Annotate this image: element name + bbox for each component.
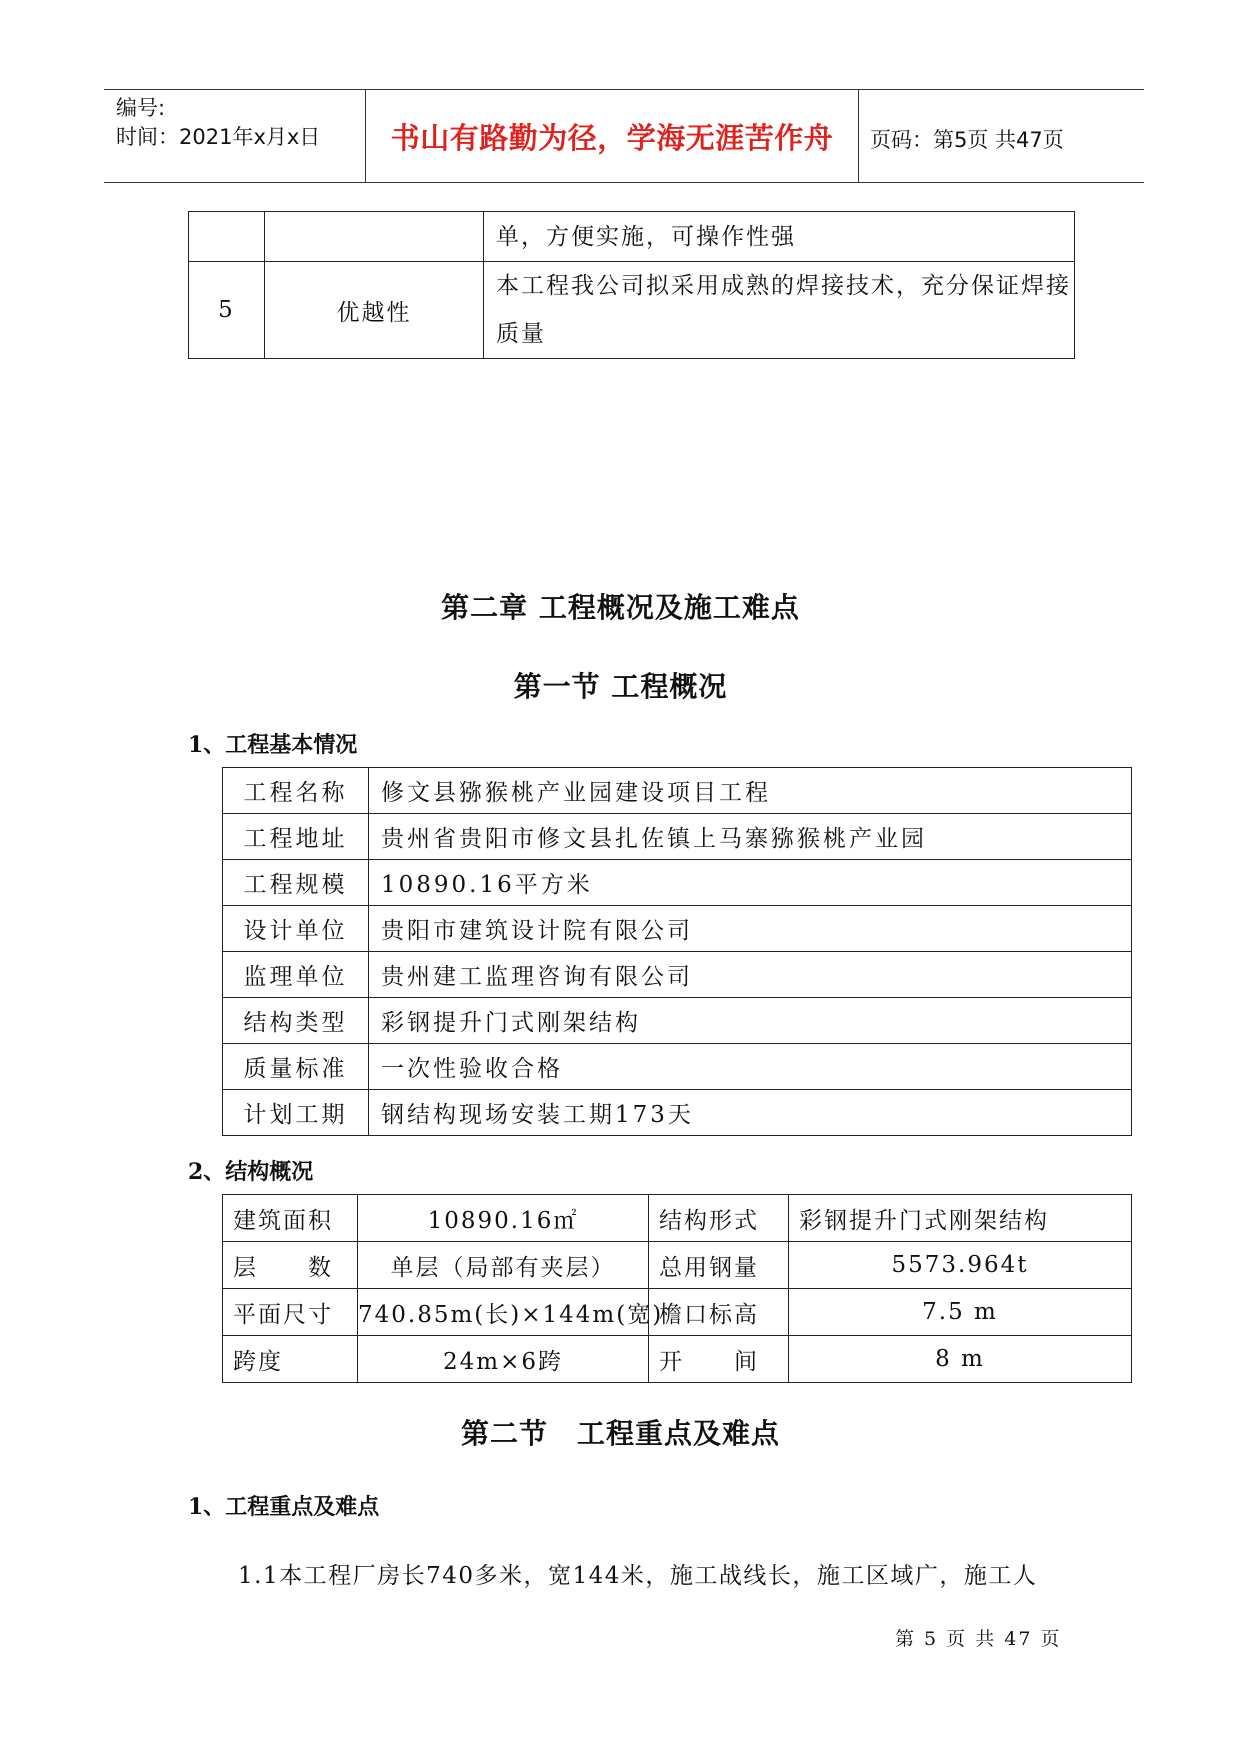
header-motto: 书山有路勤为径，学海无涯苦作舟: [390, 121, 834, 155]
header-time-label: 时间：2021年x月x日: [116, 125, 321, 149]
table-cell: 建筑面积: [223, 1195, 358, 1242]
table-cell-value: 一次性验收合格: [369, 1044, 1132, 1090]
table-cell-key: 工程名称: [223, 768, 369, 814]
header-number-label: 编号:: [116, 96, 166, 120]
basic-info-table: [222, 767, 1132, 1136]
table-row: [223, 1090, 1132, 1136]
structure-table: [222, 1194, 1132, 1383]
table-cell-desc: 单，方便实施，可操作性强: [484, 212, 1075, 262]
table-row: [223, 1336, 1132, 1383]
chapter-title: 第二章 工程概况及施工难点: [441, 591, 800, 624]
table-cell: 7.5 m: [789, 1289, 1132, 1336]
table-cell-key: 结构类型: [223, 998, 369, 1044]
table-cell-value: 修文县猕猴桃产业园建设项目工程: [369, 768, 1132, 814]
table-row: [223, 814, 1132, 860]
section-1-title: 第一节 工程概况: [513, 670, 728, 703]
header-page-label: 页码：第5页 共47页: [870, 128, 1064, 152]
header-divider-left: [365, 89, 366, 182]
table-cell-value: 贵州省贵阳市修文县扎佐镇上马寨猕猴桃产业园: [369, 814, 1132, 860]
table-cell: 平面尺寸: [223, 1289, 358, 1336]
table-cell-item: [265, 212, 484, 262]
table-cell-key: 工程地址: [223, 814, 369, 860]
table-cell: 单层（局部有夹层）: [358, 1242, 649, 1289]
table-cell: 彩钢提升门式刚架结构: [789, 1195, 1132, 1242]
continued-table: [188, 211, 1075, 359]
table-cell: 跨度: [223, 1336, 358, 1383]
table-row: [223, 1044, 1132, 1090]
table-row: [189, 212, 1075, 262]
table-cell-value: 钢结构现场安装工期173天: [369, 1090, 1132, 1136]
table-cell: 层 数: [223, 1242, 358, 1289]
table-cell-key: 工程规模: [223, 860, 369, 906]
header-divider-right: [858, 89, 859, 182]
table-cell: 总用钢量: [649, 1242, 789, 1289]
table-cell: 檐口标高: [649, 1289, 789, 1336]
subsection-key-points-title: 1、工程重点及难点: [188, 1494, 380, 1520]
subsection-basic-title: 1、工程基本情况: [188, 732, 358, 758]
table-cell-value: 贵阳市建筑设计院有限公司: [369, 906, 1132, 952]
table-cell: 740.85m(长)×144m(宽): [358, 1289, 649, 1336]
table-cell-no: 5: [189, 262, 265, 359]
table-cell-item: 优越性: [265, 262, 484, 359]
table-row: [223, 1289, 1132, 1336]
table-cell-value: 贵州建工监理咨询有限公司: [369, 952, 1132, 998]
table-cell-key: 计划工期: [223, 1090, 369, 1136]
table-cell-desc: 本工程我公司拟采用成熟的焊接技术，充分保证焊接质量: [484, 262, 1075, 359]
page-footer: 第 5 页 共 47 页: [895, 1628, 1062, 1650]
table-cell: 结构形式: [649, 1195, 789, 1242]
table-cell: 开 间: [649, 1336, 789, 1383]
table-cell-key: 质量标准: [223, 1044, 369, 1090]
header-bottom-rule: [104, 182, 1144, 183]
subsection-structure-title: 2、结构概况: [188, 1159, 314, 1185]
header-top-rule: [104, 89, 1144, 90]
table-row: [223, 998, 1132, 1044]
table-row: [223, 768, 1132, 814]
table-row: [223, 906, 1132, 952]
table-cell: 5573.964t: [789, 1242, 1132, 1289]
table-row: [223, 1242, 1132, 1289]
table-row: [223, 952, 1132, 998]
table-cell: 8 m: [789, 1336, 1132, 1383]
table-cell-no: [189, 212, 265, 262]
table-row: [189, 262, 1075, 359]
table-cell-value: 彩钢提升门式刚架结构: [369, 998, 1132, 1044]
table-cell: 24m×6跨: [358, 1336, 649, 1383]
table-cell-key: 设计单位: [223, 906, 369, 952]
paragraph-1-1: 1.1本工程厂房长740多米，宽144米，施工战线长，施工区域广，施工人: [238, 1563, 1038, 1589]
table-cell-key: 监理单位: [223, 952, 369, 998]
table-row: [223, 1195, 1132, 1242]
table-cell: 10890.16㎡: [358, 1195, 649, 1242]
table-row: [223, 860, 1132, 906]
section-2-title: 第二节 工程重点及难点: [460, 1417, 780, 1450]
table-cell-value: 10890.16平方米: [369, 860, 1132, 906]
